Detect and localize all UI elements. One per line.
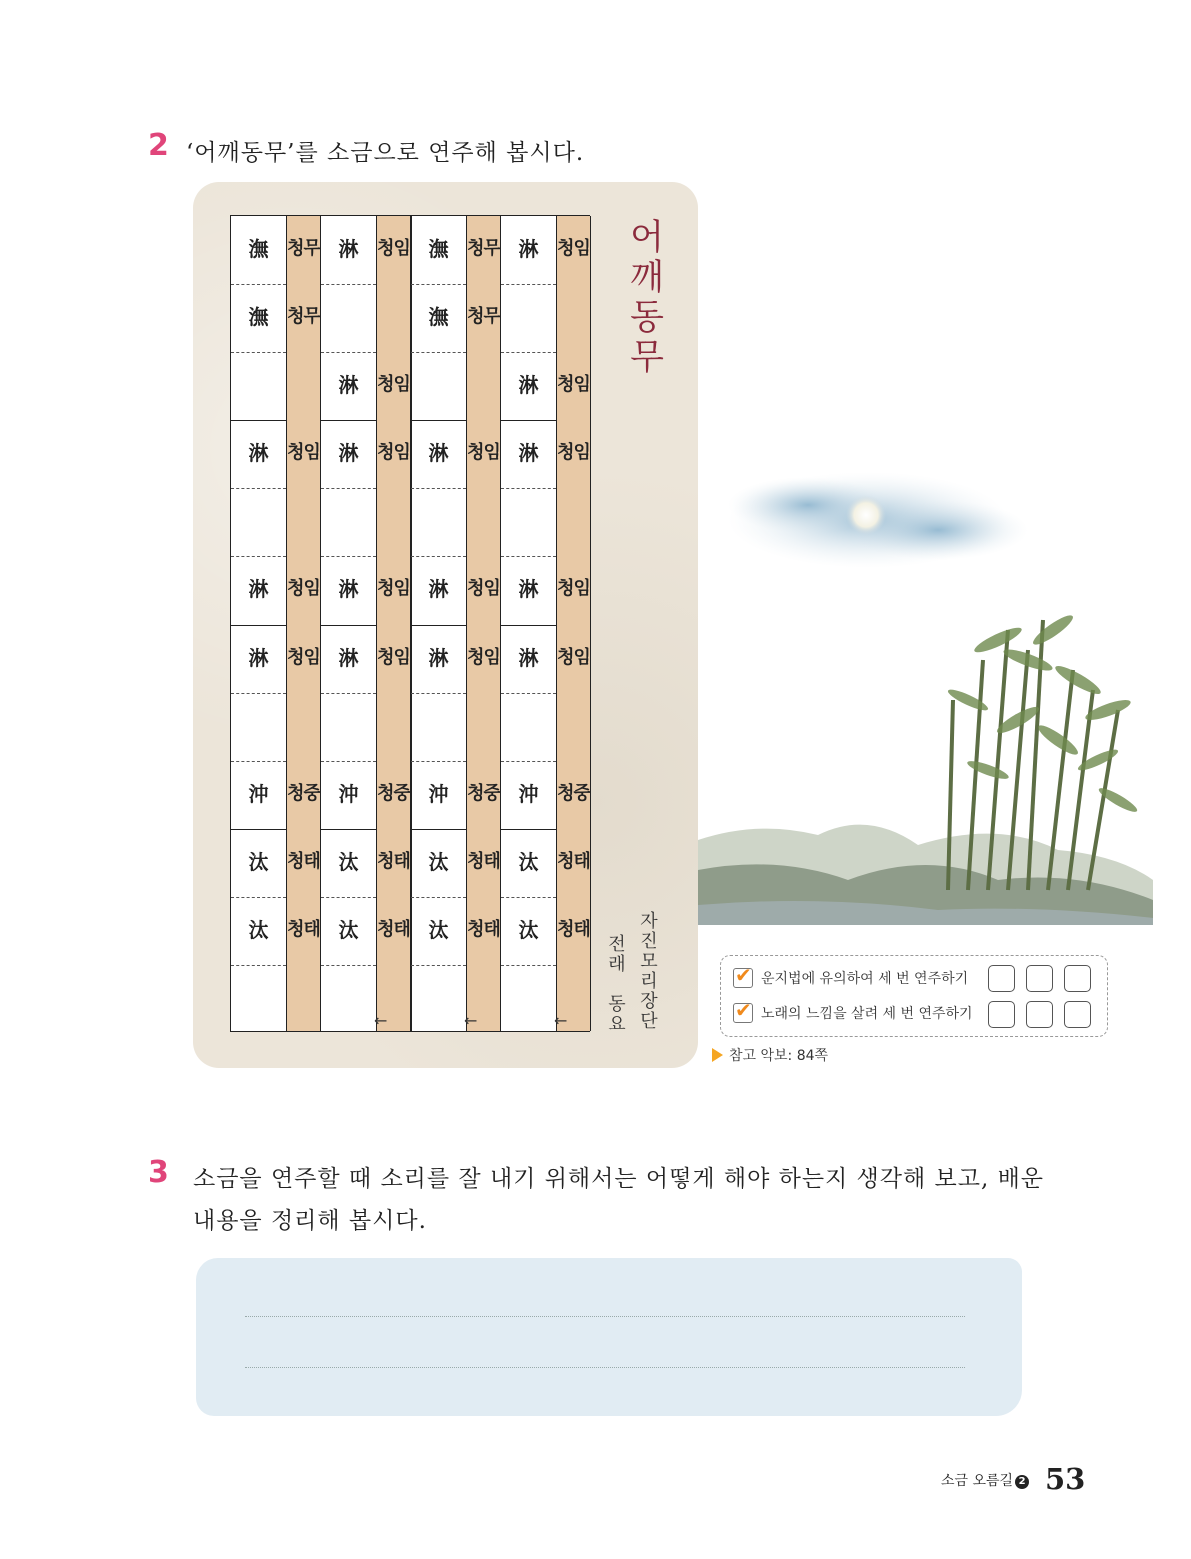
notation-cell: 淋 (518, 373, 539, 398)
checkbox-icon[interactable] (733, 1003, 753, 1023)
grid-line (411, 352, 466, 353)
grid-line (321, 829, 376, 830)
grid-line (231, 556, 286, 557)
pitch-name-cell: 청임 (377, 646, 410, 668)
grid-line (321, 897, 376, 898)
pitch-name-cell: 청태 (557, 918, 590, 940)
origin-label: 전 래 동 요 (608, 934, 626, 1035)
notation-cell: 汰 (428, 917, 449, 942)
footer-label (941, 1470, 1029, 1490)
left-arrow-icon: ← (554, 1011, 568, 1030)
grid-line (321, 693, 376, 694)
pitch-name-cell: 청임 (557, 374, 590, 396)
pitch-name-cell: 청무 (467, 306, 500, 328)
grid-line (411, 693, 466, 694)
self-check-box[interactable] (1064, 1001, 1091, 1028)
pitch-name-cell: 청무 (467, 238, 500, 260)
left-arrow-icon: ← (374, 1011, 388, 1030)
hills (698, 825, 1153, 925)
grid-line (411, 556, 466, 557)
self-check-box[interactable] (988, 1001, 1015, 1028)
pitch-name-cell: 청무 (287, 238, 320, 260)
grid-line (321, 420, 376, 421)
question-text-line: 내용을 정리해 봅시다. (193, 1208, 427, 1234)
grid-line (231, 625, 286, 626)
answer-area[interactable] (196, 1258, 1022, 1416)
pitch-name-cell: 청임 (557, 646, 590, 668)
pitch-name-cell: 청임 (557, 578, 590, 600)
pitch-name-cell: 청임 (557, 238, 590, 260)
pitch-name-cell: 청태 (287, 850, 320, 872)
self-check-box[interactable] (988, 965, 1015, 992)
grid-line (501, 693, 556, 694)
notation-cell: 淋 (248, 441, 269, 466)
notation-cell: 淋 (248, 577, 269, 602)
notation-cell: 淋 (338, 237, 359, 262)
song-title: 어 깨 동 무 (630, 218, 664, 378)
pitch-name-cell: 청태 (467, 850, 500, 872)
pitch-name-cell: 청태 (377, 918, 410, 940)
notation-cell: 淋 (518, 645, 539, 670)
pitch-name-cell: 청임 (377, 374, 410, 396)
notation-cell: 汰 (518, 917, 539, 942)
pitch-name-cell: 청임 (287, 442, 320, 464)
grid-line (411, 625, 466, 626)
pitch-name-cell: 청태 (557, 850, 590, 872)
pitch-name-cell: 청임 (467, 442, 500, 464)
signature-column (466, 216, 501, 1031)
checkbox-icon[interactable] (733, 968, 753, 988)
notation-cell: 潕 (428, 305, 449, 330)
checklist-item[interactable] (733, 998, 973, 1028)
question-number: 3 (148, 1155, 169, 1190)
grid-line (321, 761, 376, 762)
grid-line (231, 761, 286, 762)
notation-cell: 汰 (338, 849, 359, 874)
pitch-name-cell: 청임 (377, 442, 410, 464)
notation-cell: 淋 (338, 441, 359, 466)
grid-line (231, 965, 286, 966)
pitch-name-cell: 청임 (377, 238, 410, 260)
grid-line (501, 352, 556, 353)
grid-line (231, 829, 286, 830)
notation-cell: 汰 (518, 849, 539, 874)
pitch-name-cell: 청태 (287, 918, 320, 940)
landscape-illustration (698, 460, 1153, 930)
grid-line (321, 556, 376, 557)
grid-line (501, 284, 556, 285)
self-check-box[interactable] (1026, 965, 1053, 992)
grid-line (231, 420, 286, 421)
grid-line (321, 284, 376, 285)
notation-cell: 淋 (248, 645, 269, 670)
notation-cell: 淋 (518, 577, 539, 602)
grid-line (231, 352, 286, 353)
notation-cell: 潕 (248, 305, 269, 330)
self-check-box[interactable] (1064, 965, 1091, 992)
self-check-box[interactable] (1026, 1001, 1053, 1028)
pitch-name-cell: 청중 (467, 782, 500, 804)
checklist-item-label: 노래의 느낌을 살려 세 번 연주하기 (761, 1006, 973, 1022)
pitch-name-cell: 청임 (557, 442, 590, 464)
pitch-name-cell: 청무 (287, 306, 320, 328)
notation-cell: 汰 (338, 917, 359, 942)
grid-line (501, 897, 556, 898)
rhythm-label: 자 진 모 리 장 단 (640, 911, 658, 1032)
grid-line (501, 556, 556, 557)
left-arrow-icon: ← (464, 1011, 478, 1030)
pitch-name-cell: 청임 (287, 646, 320, 668)
grid-line (411, 420, 466, 421)
question-number: 2 (148, 128, 169, 163)
grid-line (411, 897, 466, 898)
pitch-name-cell: 청임 (377, 578, 410, 600)
checklist-item[interactable] (733, 963, 968, 993)
pitch-name-cell: 청중 (287, 782, 320, 804)
signature-column (556, 216, 591, 1031)
grid-line (231, 693, 286, 694)
cloud-moon (728, 472, 1028, 568)
checklist-item-label: 운지법에 유의하여 세 번 연주하기 (761, 971, 969, 987)
grid-line (321, 488, 376, 489)
notation-cell: 汰 (248, 917, 269, 942)
notation-cell: 淋 (518, 441, 539, 466)
grid-line (231, 897, 286, 898)
notation-cell: 淋 (428, 645, 449, 670)
grid-line (231, 284, 286, 285)
grid-line (321, 352, 376, 353)
grid-line (411, 829, 466, 830)
pitch-name-cell: 청태 (377, 850, 410, 872)
notation-cell: 淋 (338, 645, 359, 670)
grid-line (501, 420, 556, 421)
notation-cell: 淋 (518, 237, 539, 262)
volume-badge: 2 (1015, 1475, 1029, 1489)
pitch-name-cell: 청중 (377, 782, 410, 804)
grid-line (501, 625, 556, 626)
notation-cell: 淋 (428, 577, 449, 602)
footer-section: 소금 오름길 (941, 1473, 1014, 1489)
signature-column (376, 216, 411, 1031)
answer-line (245, 1367, 965, 1368)
notation-cell: 潕 (428, 237, 449, 262)
grid-line (411, 284, 466, 285)
notation-cell: 汰 (248, 849, 269, 874)
answer-line (245, 1316, 965, 1317)
grid-divider (411, 216, 412, 1031)
notation-cell: 淋 (428, 441, 449, 466)
pitch-name-cell: 청임 (287, 578, 320, 600)
pitch-name-cell: 청중 (557, 782, 590, 804)
grid-line (501, 761, 556, 762)
pitch-name-cell: 청태 (467, 918, 500, 940)
grid-line (501, 488, 556, 489)
signature-column (286, 216, 321, 1031)
question-text-line: 소금을 연주할 때 소리를 잘 내기 위해서는 어떻게 해야 하는지 생각해 보고, 배운 (193, 1166, 1045, 1192)
reference-text: 참고 악보: 84쪽 (729, 1048, 829, 1064)
grid-line (231, 488, 286, 489)
grid-line (501, 965, 556, 966)
grid-line (321, 625, 376, 626)
notation-cell: 沖 (518, 781, 539, 806)
grid-line (411, 965, 466, 966)
notation-cell: 潕 (248, 237, 269, 262)
question-text: ‘어깨동무’를 소금으로 연주해 봅시다. (186, 140, 585, 166)
pitch-name-cell: 청임 (467, 578, 500, 600)
notation-cell: 淋 (338, 577, 359, 602)
notation-cell: 沖 (338, 781, 359, 806)
grid-line (411, 488, 466, 489)
grid-line (501, 829, 556, 830)
score-grid (230, 215, 590, 1032)
notation-cell: 沖 (248, 781, 269, 806)
pitch-name-cell: 청임 (467, 646, 500, 668)
page-number: 53 (1045, 1462, 1086, 1496)
notation-cell: 淋 (338, 373, 359, 398)
notation-cell: 汰 (428, 849, 449, 874)
grid-line (321, 965, 376, 966)
arrow-icon (712, 1048, 723, 1062)
grid-line (411, 761, 466, 762)
notation-cell: 沖 (428, 781, 449, 806)
reference-note (712, 1045, 828, 1065)
